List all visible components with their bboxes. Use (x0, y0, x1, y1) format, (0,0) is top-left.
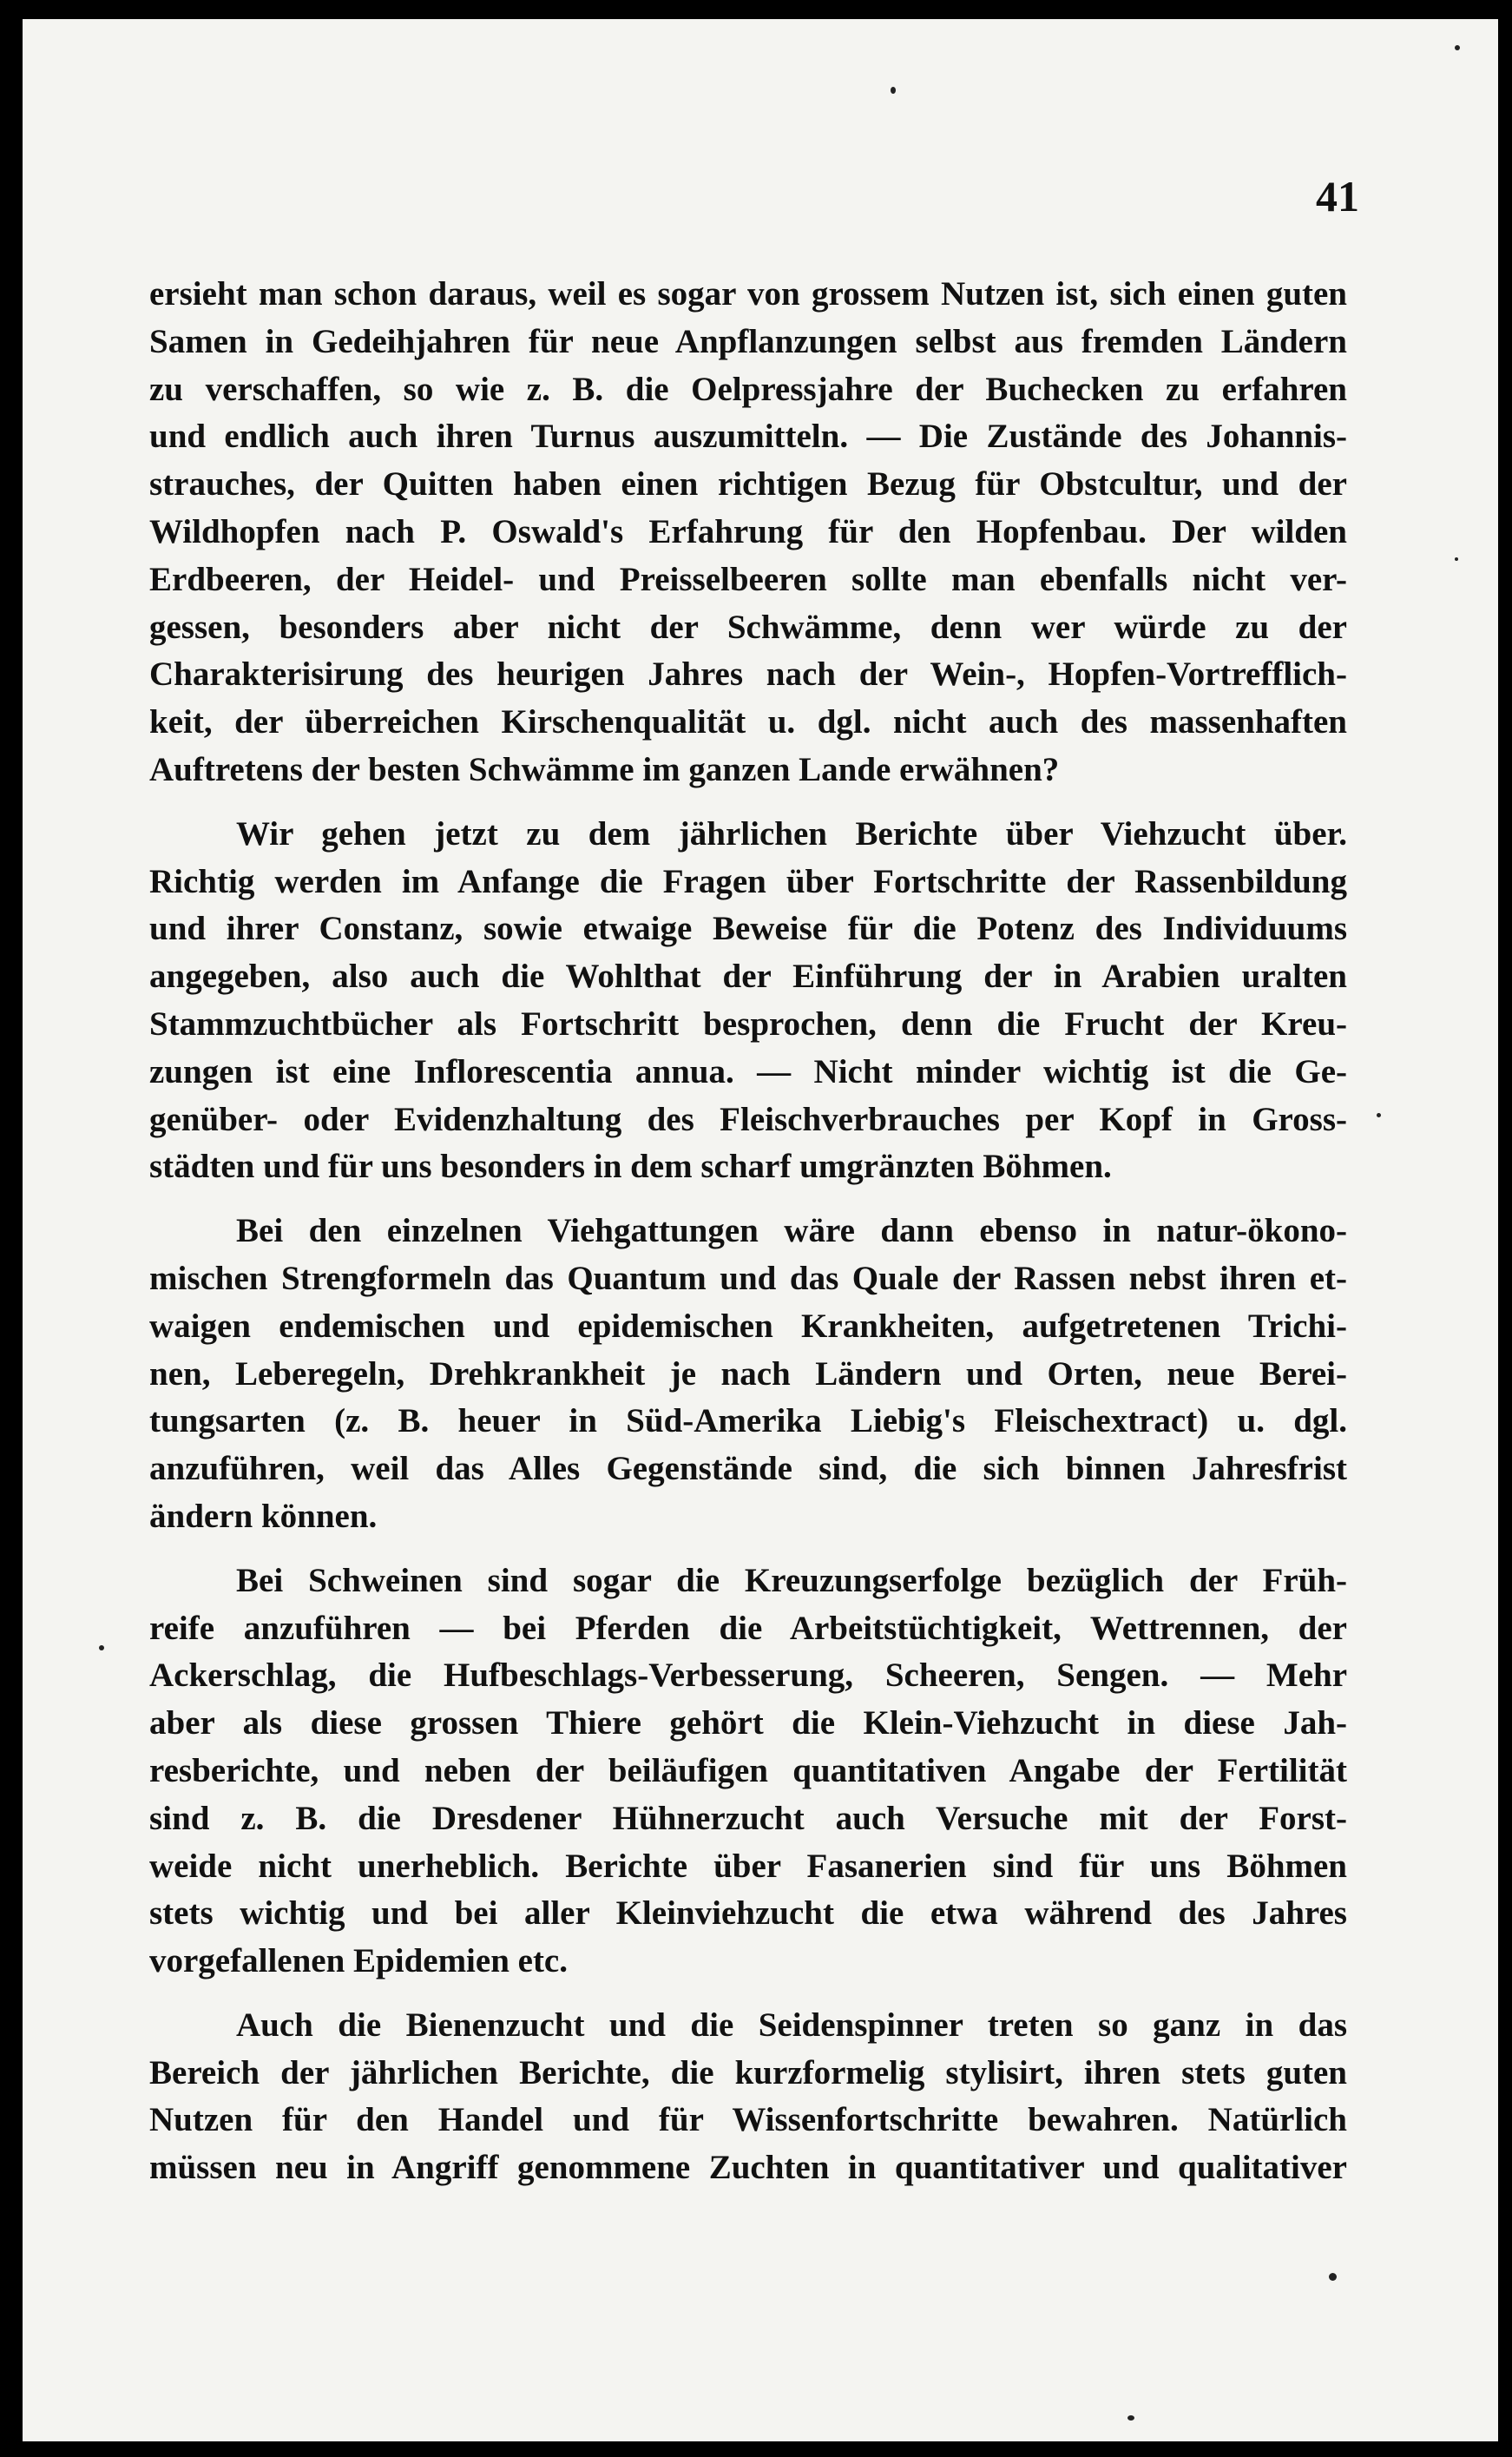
paragraph (149, 271, 1347, 794)
text-line: ersieht man schon daraus, weil es sogar von grossem Nutzen ist, sich einen guten (149, 275, 1347, 313)
text-line: keit, der überreichen Kirschenqualität u. dgl. nicht auch des massenhaften (149, 703, 1347, 741)
text-line: zu verschaffen, so wie z. B. die Oelpressjahre der Buchecken zu erfahren (149, 370, 1347, 408)
text-line: vorgefallenen Epidemien etc. (149, 1942, 568, 1980)
scan-speck (99, 1645, 104, 1650)
text-line: Bereich der jährlichen Berichte, die kurzformelig stylisirt, ihren stets guten (149, 2053, 1347, 2091)
text-line: weide nicht unerheblich. Berichte über Fasanerien sind für uns Böhmen (149, 1847, 1347, 1885)
page-number: 41 (1316, 172, 1359, 221)
text-line: gessen, besonders aber nicht der Schwämme, denn wer würde zu der (149, 608, 1347, 646)
text-line: und endlich auch ihren Turnus auszumitteln. — Die Zustände des Johannis- (149, 418, 1347, 456)
text-line: Richtig werden im Anfange die Fragen über Fortschritte der Rassenbildung (149, 862, 1347, 900)
text-line: nen, Leberegeln, Drehkrankheit je nach Ländern und Orten, neue Berei- (149, 1354, 1347, 1393)
text-line: Samen in Gedeihjahren für neue Anpflanzungen selbst aus fremden Ländern (149, 322, 1347, 360)
body-text (149, 271, 1347, 2209)
paragraph (149, 1558, 1347, 1986)
text-line: Erdbeeren, der Heidel- und Preisselbeeren sollte man ebenfalls nicht ver- (149, 560, 1347, 598)
paragraph (149, 1208, 1347, 1541)
text-line: mischen Strengformeln das Quantum und das Quale der Rassen nebst ihren et- (149, 1259, 1347, 1297)
text-line: ändern können. (149, 1497, 378, 1535)
text-line: stets wichtig und bei aller Kleinviehzucht die etwa während des Jahres (149, 1894, 1347, 1933)
text-line: aber als diese grossen Thiere gehört die Klein-Viehzucht in diese Jah- (149, 1704, 1347, 1742)
text-line: angegeben, also auch die Wohlthat der Einführung der in Arabien uralten (149, 958, 1347, 996)
text-line: genüber- oder Evidenzhaltung des Fleischverbrauches per Kopf in Gross- (149, 1100, 1347, 1138)
scan-speck (1127, 2415, 1134, 2421)
paragraph (149, 811, 1347, 1191)
text-line: Ackerschlag, die Hufbeschlags-Verbesserung, Scheeren, Sengen. — Mehr (149, 1657, 1347, 1695)
text-line: reife anzuführen — bei Pferden die Arbeitstüchtigkeit, Wettrennen, der (149, 1609, 1347, 1647)
text-line: städten und für uns besonders in dem scharf umgränzten Böhmen. (149, 1148, 1112, 1186)
text-line: zungen ist eine Inflorescentia annua. — Nicht minder wichtig ist die Ge- (149, 1052, 1347, 1090)
scan-speck (891, 87, 896, 94)
text-line: Wildhopfen nach P. Oswald's Erfahrung für den Hopfenbau. Der wilden (149, 512, 1347, 550)
text-line: Bei den einzelnen Viehgattungen wäre dann ebenso in natur-ökono- (236, 1212, 1347, 1250)
scan-speck (1455, 45, 1460, 50)
text-line: waigen endemischen und epidemischen Krankheiten, aufgetretenen Trichi- (149, 1307, 1347, 1345)
text-line: strauches, der Quitten haben einen richtigen Bezug für Obstcultur, und der (149, 465, 1347, 504)
scan-speck (1329, 2273, 1337, 2281)
text-line: Charakterisirung des heurigen Jahres nach der Wein-, Hopfen-Vortrefflich- (149, 655, 1347, 694)
text-line: resberichte, und neben der beiläufigen quantitativen Angabe der Fertilität (149, 1751, 1347, 1789)
text-line: sind z. B. die Dresdener Hühnerzucht auch Versuche mit der Forst- (149, 1799, 1347, 1837)
book-page (23, 19, 1498, 2441)
text-line: Wir gehen jetzt zu dem jährlichen Berichte über Viehzucht über. (236, 814, 1347, 853)
text-line: und ihrer Constanz, sowie etwaige Beweise für die Potenz des Individuums (149, 910, 1347, 948)
paragraph (149, 2002, 1347, 2192)
text-line: Bei Schweinen sind sogar die Kreuzungserfolge bezüglich der Früh- (236, 1561, 1347, 1599)
scan-border (0, 0, 23, 2457)
text-line: anzuführen, weil das Alles Gegenstände sind, die sich binnen Jahresfrist (149, 1450, 1347, 1488)
text-line: Nutzen für den Handel und für Wissenfortschritte bewahren. Natürlich (149, 2101, 1347, 2139)
scan-speck (1377, 1113, 1381, 1117)
text-line: Auch die Bienenzucht und die Seidenspinner treten so ganz in das (236, 2006, 1347, 2044)
scan-speck (1455, 557, 1458, 561)
text-line: Stammzuchtbücher als Fortschritt besprochen, denn die Frucht der Kreu- (149, 1005, 1347, 1043)
text-line: müssen neu in Angriff genommene Zuchten in quantitativer und qualitativer (149, 2149, 1347, 2187)
text-line: Auftretens der besten Schwämme im ganzen Lande erwähnen? (149, 750, 1060, 788)
text-line: tungsarten (z. B. heuer in Süd-Amerika Liebig's Fleischextract) u. dgl. (149, 1402, 1347, 1440)
